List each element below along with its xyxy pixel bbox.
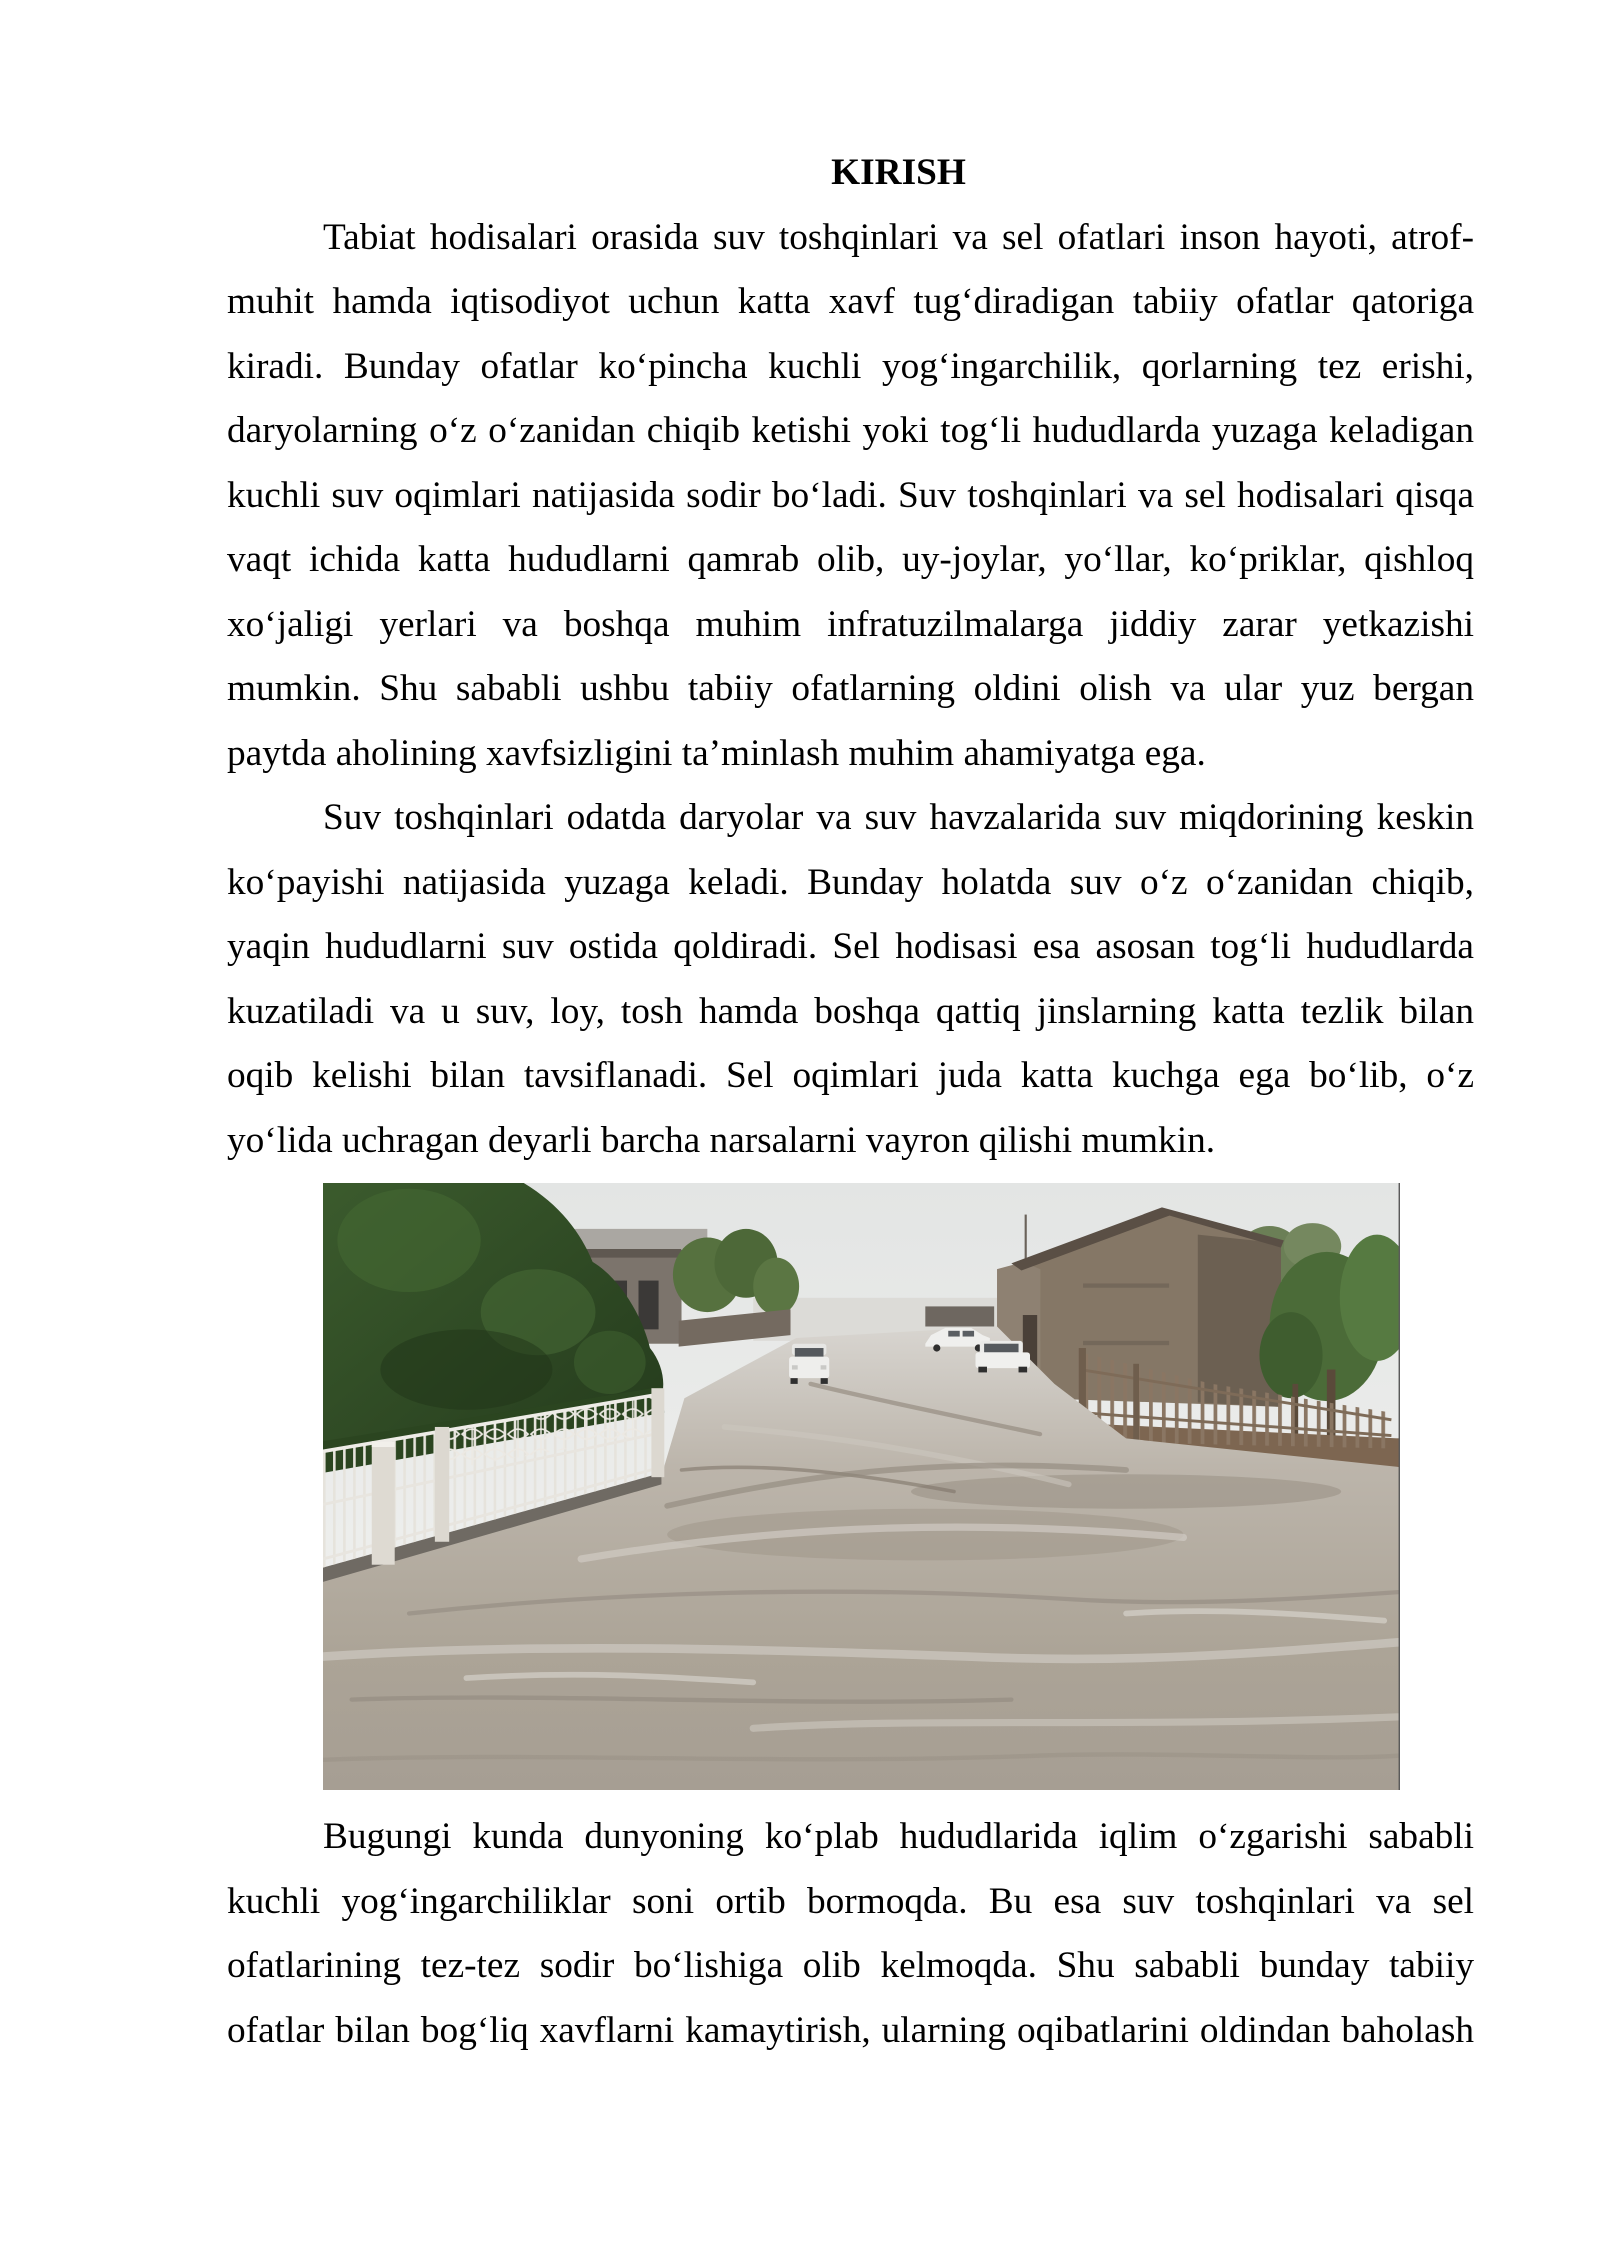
text-line: xo‘jaligi yerlari va boshqa muhim infratuzilmalarga jiddiy zarar yetkazishi (227, 603, 1474, 645)
paragraph-1 (227, 206, 1474, 787)
page-body (227, 141, 1474, 2063)
car-suv (976, 1341, 1030, 1373)
text-line: ko‘payishi natijasida yuzaga keladi. Bunday holatda suv o‘z o‘zanidan chiqib, (227, 861, 1474, 903)
text-line: kuzatiladi va u suv, loy, tosh hamda boshqa qattiq jinslarning katta tezlik bilan (227, 990, 1474, 1032)
text-line: yo‘lida uchragan deyarli barcha narsalarni vayron qilishi mumkin. (227, 1119, 1216, 1161)
text-line: Tabiat hodisalari orasida suv toshqinlari va sel ofatlari inson hayoti, atrof- (323, 216, 1474, 258)
text-line: ofatlar bilan bog‘liq xavflarni kamaytirish, ularning oqibatlarini oldindan baholash (227, 2009, 1474, 2051)
text-line: vaqt ichida katta hududlarni qamrab olib, uy-joylar, yo‘llar, ko‘priklar, qishloq (227, 539, 1474, 580)
text-line: daryolarning o‘z o‘zanidan chiqib ketishi yoki tog‘li hududlarda yuzaga keladigan (227, 410, 1474, 451)
text-line: oqib kelishi bilan tavsiflanadi. Sel oqimlari juda katta kuchga ega bo‘lib, o‘z (227, 1055, 1474, 1096)
car-front (789, 1344, 829, 1384)
text-line: muhit hamda iqtisodiyot uchun katta xavf tug‘diradigan tabiiy ofatlar qatoriga (227, 281, 1474, 322)
text-line: kuchli yog‘ingarchiliklar soni ortib bormoqda. Bu esa suv toshqinlari va sel (227, 1880, 1474, 1922)
flood-photo (323, 1183, 1400, 1790)
text-line: Suv toshqinlari odatda daryolar va suv havzalarida suv miqdorining keskin (323, 797, 1474, 838)
text-line: mumkin. Shu sababli ushbu tabiiy ofatlarning oldini olish va ular yuz bergan (227, 668, 1474, 709)
text-line: kiradi. Bunday ofatlar ko‘pincha kuchli yog‘ingarchilik, qorlarning tez erishi, (227, 345, 1474, 387)
paragraph-3 (227, 1805, 1474, 2063)
text-line: yaqin hududlarni suv ostida qoldiradi. Sel hodisasi esa asosan tog‘li hududlarda (227, 926, 1474, 967)
distant-wall-right (925, 1306, 994, 1326)
text-line: kuchli suv oqimlari natijasida sodir bo‘ladi. Suv toshqinlari va sel hodisalari qisqa (227, 474, 1474, 516)
text-line: ofatlarining tez-tez sodir bo‘lishiga olib kelmoqda. Shu sababli bunday tabiiy (227, 1945, 1474, 1986)
section-title: KIRISH (831, 152, 966, 193)
flood-street-image (323, 1183, 1400, 1790)
paragraph-2 (227, 786, 1474, 1173)
text-line: paytda aholining xavfsizligini ta’minlash muhim ahamiyatga ega. (227, 732, 1206, 774)
text-line: Bugungi kunda dunyoning ko‘plab hududlarida iqlim o‘zgarishi sababli (323, 1816, 1474, 1857)
